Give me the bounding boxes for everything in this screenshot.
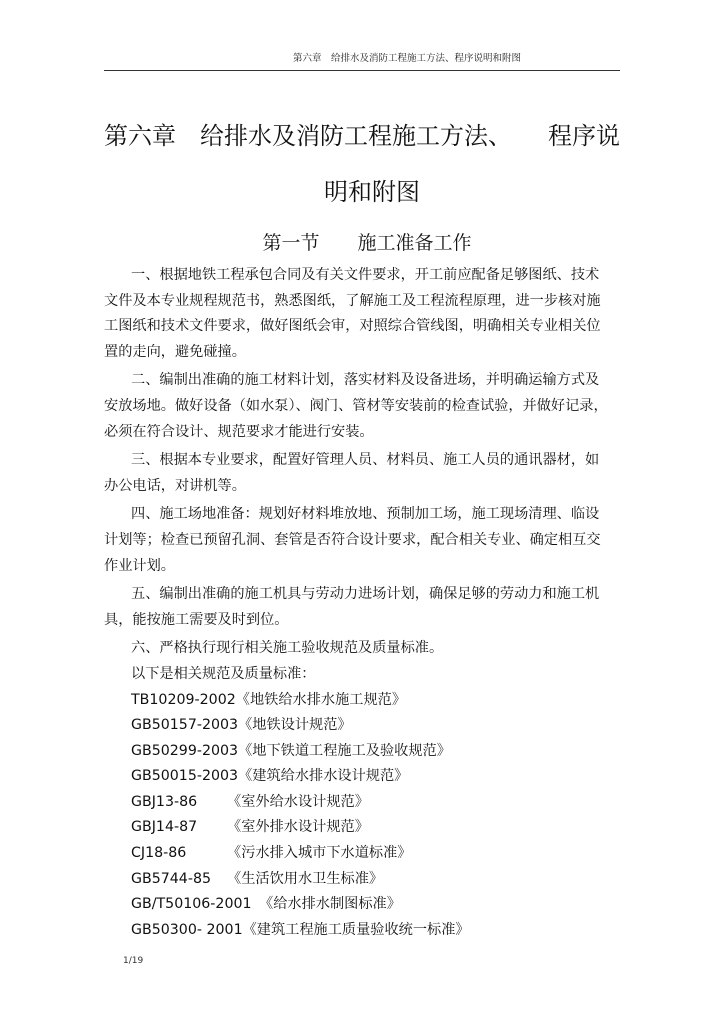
standard-item	[104, 841, 624, 867]
standard-title: 《污水排入城市下水道标准》	[227, 845, 412, 862]
paragraph-line: 计划等；检查已预留孔洞、套管是否符合设计要求，配合相关专业、确定相互交	[104, 531, 601, 548]
paragraph-line: 具，能按施工需要及时到位。	[104, 611, 289, 628]
standard-title: 《给水排水制图标准》	[259, 896, 401, 913]
standard-code: GB50299-2003	[131, 742, 239, 759]
standard-item	[104, 815, 624, 841]
standard-item	[104, 764, 624, 790]
running-header: 第六章 给排水及消防工程施工方法、程序说明和附图	[292, 53, 521, 64]
standard-title: 《地铁给水排水施工规范》	[235, 691, 407, 708]
paragraph-line: 安放场地。做好设备（如水泵）、阀门、管材等安装前的检查试验，并做好记录，	[104, 397, 608, 414]
standard-title: 《地下铁道工程施工及验收规范》	[238, 742, 451, 759]
standard-code: GBJ14-87	[131, 819, 198, 836]
paragraph-line: 置的走向，避免碰撞。	[104, 343, 246, 360]
standard-code: GB50157-2003	[131, 717, 239, 734]
standard-item	[104, 892, 624, 918]
standard-item	[104, 867, 624, 893]
header-rule	[104, 70, 620, 71]
standard-title: 《室外排水设计规范》	[227, 819, 369, 836]
standard-title: 《建筑工程施工质量验收统一标准》	[242, 921, 470, 938]
standard-item	[104, 688, 624, 714]
chapter-title-line2: 明和附图	[324, 178, 420, 206]
paragraph-line: 一、根据地铁工程承包合同及有关文件要求，开工前应配备足够图纸、技术	[131, 267, 600, 283]
paragraph-line: 文件及本专业规程规范书，熟悉图纸，了解施工及工程流程原理，进一步核对施	[104, 292, 601, 309]
standard-title: 《室外给水设计规范》	[227, 793, 369, 810]
body-text	[104, 263, 624, 943]
standard-code: GB5744-85	[131, 870, 212, 887]
paragraph-line: 二、编制出准确的施工材料计划，落实材料及设备进场，并明确运输方式及	[131, 372, 600, 389]
standard-code: GB/T50106-2001	[131, 896, 252, 913]
standard-item	[104, 918, 624, 944]
paragraph-line: 作业计划。	[104, 557, 175, 574]
paragraph-line: 三、根据本专业要求，配置好管理人员、材料员、施工人员的通讯器材，如	[131, 452, 600, 469]
paragraph-line: 四、施工场地准备：规划好材料堆放地、预制加工场，施工现场清理、临设	[131, 506, 600, 523]
standard-code: GB50300- 2001	[131, 921, 243, 938]
paragraph-line: 必须在符合设计、规范要求才能进行安装。	[104, 423, 374, 440]
paragraph-line: 以下是相关规范及质量标准：	[131, 665, 316, 682]
standard-item	[104, 713, 624, 739]
chapter-title-line1: 第六章 给排水及消防工程施工方法、 程序说	[104, 122, 620, 150]
paragraph-line: 六、严格执行现行相关施工验收规范及质量标准。	[131, 640, 444, 657]
standard-title: 《生活饮用水卫生标准》	[227, 870, 384, 887]
paragraph-line: 办公电话，对讲机等。	[104, 477, 246, 494]
standard-code: GBJ13-86	[131, 793, 198, 810]
standard-item	[104, 790, 624, 816]
standard-code: TB10209-2002	[131, 691, 236, 708]
standard-code: CJ18-86	[131, 845, 187, 862]
section-heading: 第一节 施工准备工作	[262, 232, 472, 254]
standard-code: GB50015-2003	[131, 768, 239, 785]
standard-title: 《建筑给水排水设计规范》	[238, 768, 409, 785]
standard-title: 《地铁设计规范》	[238, 717, 352, 734]
paragraph-line: 五、编制出准确的施工机具与劳动力进场计划，确保足够的劳动力和施工机	[131, 586, 600, 603]
paragraph-line: 工图纸和技术文件要求，做好图纸会审，对照综合管线图，明确相关专业相关位	[104, 318, 601, 335]
page-number: 1/19	[123, 956, 144, 966]
standard-item	[104, 739, 624, 765]
